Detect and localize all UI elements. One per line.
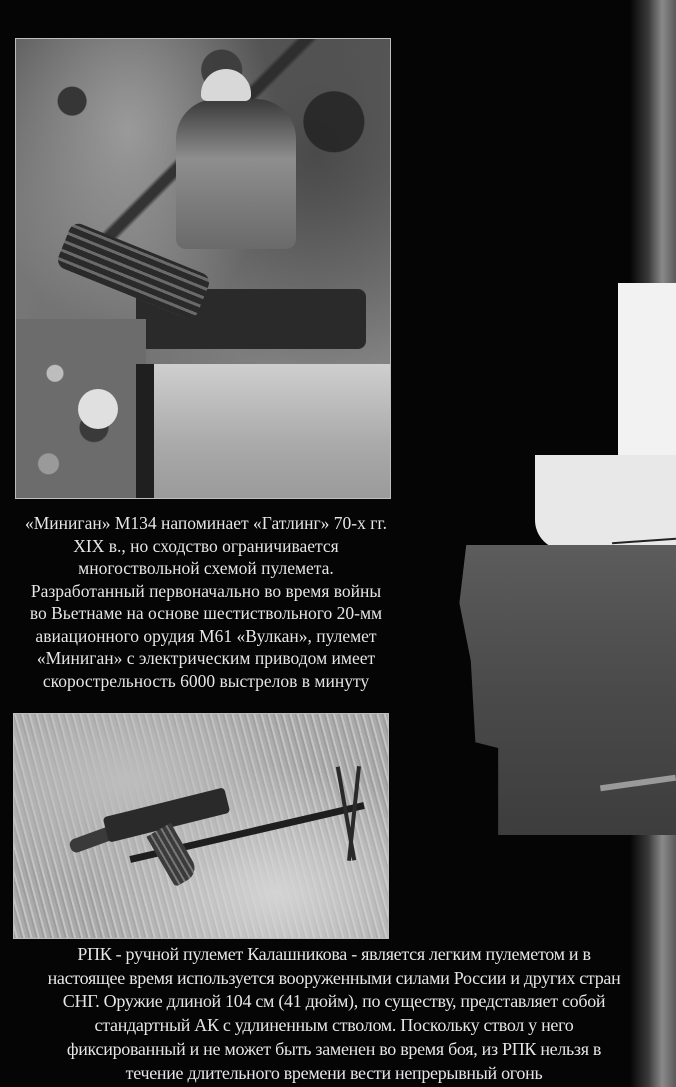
background-face-profile: [535, 455, 676, 550]
caption-line: настоящее время используется вооруженными силами России и других стран: [47, 967, 621, 988]
minigun-caption: [0, 512, 412, 692]
caption-line: многоствольной схемой пулемета.: [78, 558, 334, 578]
rpk-photo: [13, 713, 389, 939]
caption-line: «Миниган» с электрическим приводом имеет: [36, 648, 376, 668]
caption-line: стандартный АК с удлиненным стволом. Поскольку ствол у него: [94, 1015, 574, 1036]
caption-line: Разработанный первоначально во время войны: [30, 580, 382, 601]
caption-line: «Миниган» М134 напоминает «Гатлинг» 70-х гг.: [24, 513, 387, 533]
caption-line: течение длительного времени вести непрерывный огонь: [125, 1062, 543, 1083]
caption-line: фиксированный и не может быть заменен во время боя, из РПК нельзя в: [66, 1038, 602, 1059]
photo-vehicle-hull: [136, 364, 391, 499]
photo-soldier: [176, 99, 296, 249]
rpk-caption: [0, 943, 668, 1085]
caption-line: во Вьетнаме на основе шестиствольного 20-мм: [29, 603, 383, 623]
caption-line: СНГ. Оружие длиной 104 см (41 дюйм), по существу, представляет собой: [62, 991, 606, 1012]
background-shoulder-area: [448, 545, 676, 835]
caption-line: РПК - ручной пулемет Калашникова - является легким пулеметом и в: [77, 944, 591, 964]
minigun-photo: [15, 38, 391, 499]
caption-line: авиационного орудия М61 «Вулкан», пулемет: [35, 625, 377, 646]
caption-line: XIX в., но сходство ограничивается: [73, 535, 339, 556]
photo-headlamp: [78, 389, 118, 429]
caption-line: скорострельность 6000 выстрелов в минуту: [42, 670, 370, 691]
